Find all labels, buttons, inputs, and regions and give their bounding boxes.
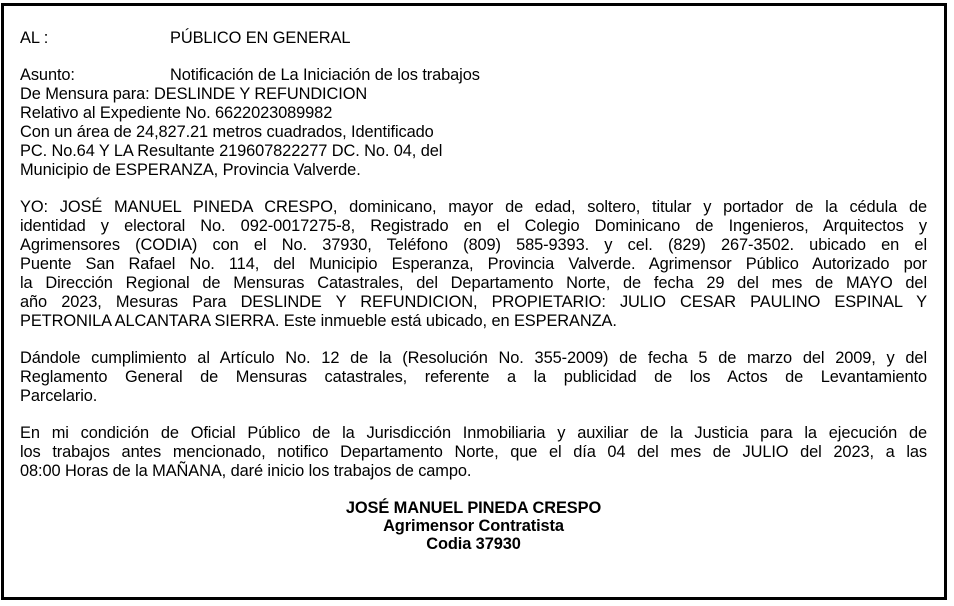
signature-name: JOSÉ MANUEL PINEDA CRESPO — [345, 499, 602, 517]
subject-line-3: Relativo al Expediente No. 6622023089982 — [20, 104, 333, 122]
recipient-label: AL : — [20, 29, 49, 47]
paragraph-line: la Dirección Regional de Mensuras Catastrales, del Departamento Norte, de fecha 29 del mes de MAYO del — [20, 274, 927, 292]
recipient-line — [20, 29, 927, 48]
subject-line-4: Con un área de 24,827.21 metros cuadrados, Identificado — [20, 123, 434, 141]
paragraph-notification — [20, 424, 927, 481]
notice-document — [20, 29, 927, 553]
signature-codia: Codia 37930 — [426, 535, 521, 553]
paragraph-line: Agrimensores (CODIA) con el No. 37930, Teléfono (809) 585-9393. y cel. (829) 267-3502. ubicado en el — [20, 236, 927, 254]
subject-line-6: Municipio de ESPERANZA, Provincia Valverde. — [20, 161, 361, 179]
paragraph-line: YO: JOSÉ MANUEL PINEDA CRESPO, dominicano, mayor de edad, soltero, titular y portador de la cédula de — [20, 198, 927, 216]
paragraph-line: año 2023, Mesuras Para DESLINDE Y REFUNDICION, PROPIETARIO: JULIO CESAR PAULINO ESPINAL Y — [20, 293, 927, 311]
paragraph-line: PETRONILA ALCANTARA SIERRA. Este inmueble está ubicado, en ESPERANZA. — [20, 312, 617, 330]
signature-title: Agrimensor Contratista — [383, 517, 564, 535]
paragraph-line: Dándole cumplimiento al Artículo No. 12 de la (Resolución No. 355-2009) de fecha 5 de marzo del 2009, y del — [20, 349, 927, 367]
subject-line-1: Notificación de La Iniciación de los trabajos — [170, 66, 480, 84]
paragraph-line: Parcelario. — [20, 387, 98, 405]
subject-line — [20, 66, 927, 85]
paragraph-line: En mi condición de Oficial Público de la Jurisdicción Inmobiliaria y auxiliar de la Justicia para la ejecución de — [20, 424, 927, 442]
paragraph-compliance — [20, 349, 927, 406]
recipient-value: PÚBLICO EN GENERAL — [170, 29, 351, 47]
paragraph-line: Puente San Rafael No. 114, del Municipio Esperanza, Provincia Valverde. Agrimensor Público Autorizado por — [20, 255, 927, 273]
subject-label: Asunto: — [20, 66, 75, 84]
signature-block — [20, 499, 927, 553]
paragraph-line: los trabajos antes mencionado, notifico Departamento Norte, que el día 04 del mes de JULIO del 2023, a las — [20, 443, 927, 461]
paragraph-declarant — [20, 198, 927, 331]
paragraph-line: identidad y electoral No. 092-0017275-8, Registrado en el Colegio Dominicano de Ingenieros, Arquitectos y — [20, 217, 927, 235]
paragraph-line: Reglamento General de Mensuras catastrales, referente a la publicidad de los Actos de Levantamiento — [20, 368, 927, 386]
subject-line-2: De Mensura para: DESLINDE Y REFUNDICION — [20, 85, 368, 103]
subject-line-5: PC. No.64 Y LA Resultante 219607822277 DC. No. 04, del — [20, 142, 443, 160]
paragraph-line: 08:00 Horas de la MAÑANA, daré inicio los trabajos de campo. — [20, 462, 472, 480]
